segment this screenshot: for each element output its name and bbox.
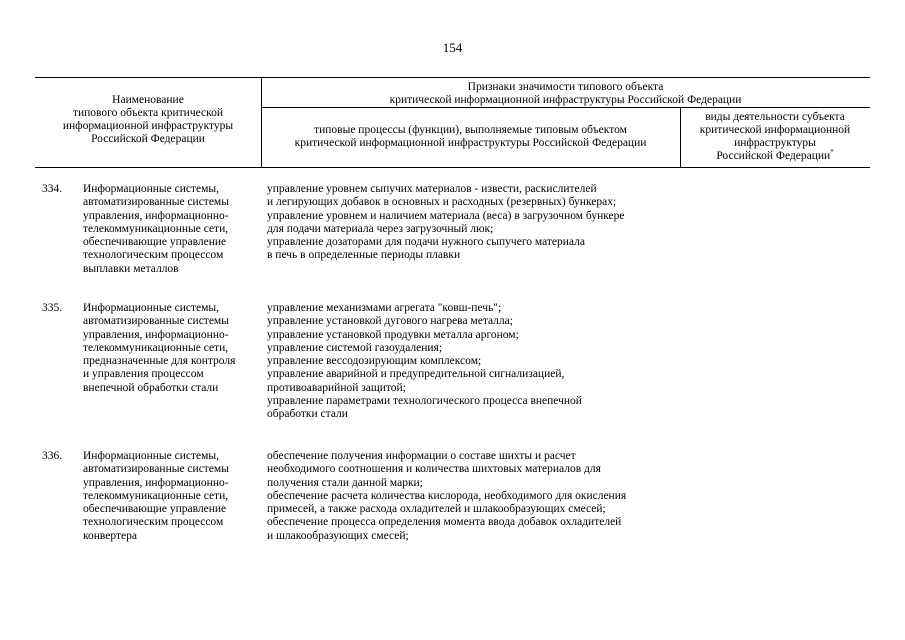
header-object-name-line: информационной инфраструктуры xyxy=(62,120,234,132)
process-line: противоаварийной защитой; xyxy=(267,381,406,394)
footnote-mark: * xyxy=(830,148,834,157)
header-significance-title xyxy=(261,81,870,107)
process-line: управление аварийной и предупредительной сигнализацией, xyxy=(267,368,565,381)
processes-cell xyxy=(267,183,687,263)
header-top-rule xyxy=(35,77,870,78)
row-number: 334. xyxy=(42,183,63,195)
object-name-line: технологическим процессом xyxy=(83,516,224,529)
row-number: 336. xyxy=(42,450,63,462)
page-number: 154 xyxy=(442,40,463,55)
process-line: обеспечение получения информации о составе шихты и расчет xyxy=(267,450,576,462)
header-significance-line: критической информационной инфраструктуры Российской Федерации xyxy=(389,94,742,106)
object-name-line: телекоммуникационные сети, xyxy=(83,489,229,502)
process-line: управление механизмами агрегата "ковш-печь"; xyxy=(267,302,502,314)
process-line: управление уровнем и наличием материала (веса) в загрузочном бункере xyxy=(267,209,625,222)
process-line: для подачи материала через загрузочный люк; xyxy=(267,222,494,235)
header-object-name xyxy=(35,94,261,146)
object-name-line: управления, информационно- xyxy=(83,476,229,489)
header-significance-line: Признаки значимости типового объекта xyxy=(467,81,664,93)
object-name-line: конвертера xyxy=(83,529,137,542)
object-name-line: управления, информационно- xyxy=(83,209,229,222)
header-object-name-line: Российской Федерации xyxy=(91,133,205,145)
process-line: обеспечение процесса определения момента ввода добавок охладителей xyxy=(267,516,622,529)
object-name-line: телекоммуникационные сети, xyxy=(83,341,229,354)
processes-cell xyxy=(267,450,687,543)
header-processes-line: типовые процессы (функции), выполняемые типовым объектом xyxy=(314,124,627,136)
process-line: управление системой газоудаления; xyxy=(267,341,443,354)
object-name-cell xyxy=(83,302,258,395)
process-line: управление параметрами технологического процесса внепечной xyxy=(267,395,582,408)
header-activity-text: Российской Федерации xyxy=(716,150,831,162)
process-line: примесей, а также расхода охладителей и шлакообразующих смесей; xyxy=(267,503,606,516)
process-line: управление дозаторами для подачи нужного сыпучего материала xyxy=(267,236,585,249)
process-line: управление вессодозирующим комплексом; xyxy=(267,355,482,368)
object-name-line: телекоммуникационные сети, xyxy=(83,222,229,235)
header-object-name-line: типового объекта критической xyxy=(72,107,224,119)
process-line: обработки стали xyxy=(267,408,348,421)
header-activity-line: виды деятельности субъекта xyxy=(705,111,845,123)
process-line: обеспечение расчета количества кислорода, необходимого для окисления xyxy=(267,489,627,502)
object-name-line: Информационные системы, xyxy=(83,302,219,314)
header-bottom-rule xyxy=(35,167,870,168)
header-activity-line: критической информационной xyxy=(699,124,851,136)
object-name-cell xyxy=(83,450,258,543)
object-name-line: Информационные системы, xyxy=(83,450,219,462)
row-number: 335. xyxy=(42,302,63,314)
object-name-line: автоматизированные системы xyxy=(83,463,229,476)
object-name-line: технологическим процессом xyxy=(83,249,224,262)
process-line: управление уровнем сыпучих материалов - извести, раскислителей xyxy=(267,183,597,195)
process-line: и шлакообразующих смесей; xyxy=(267,529,409,542)
process-line: и легирующих добавок в основных и расходных (резервных) бункерах; xyxy=(267,196,617,209)
header-processes-line: критической информационной инфраструктуры Российской Федерации xyxy=(294,137,647,149)
object-name-line: Информационные системы, xyxy=(83,183,219,195)
object-name-line: выплавки металлов xyxy=(83,262,179,275)
object-name-line: внепечной обработки стали xyxy=(83,381,219,394)
object-name-cell xyxy=(83,183,258,276)
header-activity-types xyxy=(680,111,870,163)
object-name-line: предназначенные для контроля xyxy=(83,355,236,368)
object-name-line: обеспечивающие управление xyxy=(83,503,227,516)
object-name-line: автоматизированные системы xyxy=(83,315,229,328)
processes-cell xyxy=(267,302,687,422)
process-line: получения стали данной марки; xyxy=(267,476,423,489)
header-activity-line: инфраструктуры xyxy=(734,137,816,149)
header-typical-processes xyxy=(261,124,680,150)
process-line: необходимого соотношения и количества шихтовых материалов для xyxy=(267,463,601,476)
header-activity-line xyxy=(680,150,870,163)
object-name-line: управления, информационно- xyxy=(83,328,229,341)
object-name-line: автоматизированные системы xyxy=(83,196,229,209)
process-line: управление установкой дугового нагрева металла; xyxy=(267,315,513,328)
header-mid-rule xyxy=(261,107,870,108)
header-object-name-line: Наименование xyxy=(112,94,184,106)
object-name-line: и управления процессом xyxy=(83,368,204,381)
process-line: в печь в определенные периоды плавки xyxy=(267,249,461,262)
process-line: управление установкой продувки металла аргоном; xyxy=(267,328,519,341)
object-name-line: обеспечивающие управление xyxy=(83,236,227,249)
